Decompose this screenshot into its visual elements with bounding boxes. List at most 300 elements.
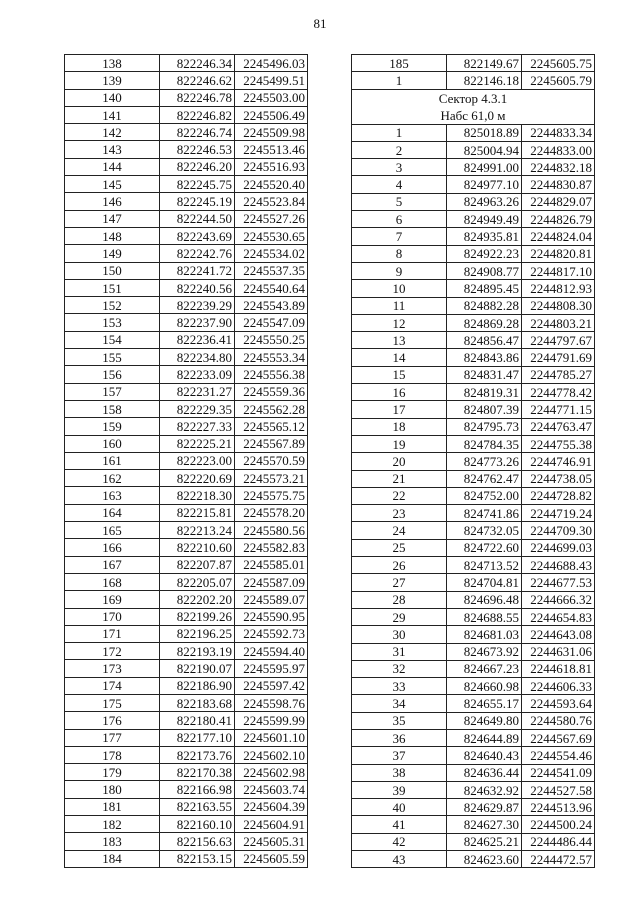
- sector-heading-row: [352, 89, 595, 124]
- table-row: [65, 55, 308, 72]
- point-number: 163: [65, 487, 160, 504]
- coordinate-x: 822207.87: [160, 556, 235, 573]
- coordinate-y: 2244785.27: [522, 366, 595, 383]
- coordinate-y: 2245503.00: [235, 89, 308, 106]
- point-number: 16: [352, 384, 447, 401]
- table-row: [352, 55, 595, 72]
- table-row: [65, 487, 308, 504]
- coordinate-y: 2245592.73: [235, 625, 308, 642]
- table-row: [352, 712, 595, 729]
- coordinate-x: 824660.98: [447, 678, 522, 695]
- coordinate-y: 2245547.09: [235, 314, 308, 331]
- point-number: 170: [65, 608, 160, 625]
- coordinate-y: 2244666.32: [522, 591, 595, 608]
- table-row: [65, 816, 308, 833]
- coordinate-y: 2245605.59: [235, 850, 308, 867]
- coordinate-y: 2245570.59: [235, 452, 308, 469]
- table-row: [65, 193, 308, 210]
- table-row: [65, 124, 308, 141]
- coordinate-x: 824784.35: [447, 435, 522, 452]
- point-number: 141: [65, 106, 160, 123]
- table-row: [352, 557, 595, 574]
- coordinate-x: 824623.60: [447, 851, 522, 868]
- table-row: [65, 383, 308, 400]
- coordinate-x: 822227.33: [160, 418, 235, 435]
- table-row: [352, 591, 595, 608]
- point-number: 27: [352, 574, 447, 591]
- coordinate-x: 824649.80: [447, 712, 522, 729]
- coordinate-x: 824991.00: [447, 159, 522, 176]
- table-row: [65, 539, 308, 556]
- table-row: [65, 643, 308, 660]
- point-number: 38: [352, 764, 447, 781]
- table-row: [352, 384, 595, 401]
- coordinate-x: 822199.26: [160, 608, 235, 625]
- coordinate-x: 824629.87: [447, 799, 522, 816]
- coordinate-x: 822243.69: [160, 227, 235, 244]
- coordinate-y: 2244791.69: [522, 349, 595, 366]
- point-number: 178: [65, 746, 160, 763]
- point-number: 156: [65, 366, 160, 383]
- coordinate-y: 2244755.38: [522, 435, 595, 452]
- coordinate-y: 2244829.07: [522, 193, 595, 210]
- coordinate-x: 824831.47: [447, 366, 522, 383]
- coordinate-y: 2245520.40: [235, 176, 308, 193]
- table-row: [65, 279, 308, 296]
- point-number: 161: [65, 452, 160, 469]
- left-table-body: [65, 55, 308, 868]
- table-row: [352, 349, 595, 366]
- table-row: [65, 522, 308, 539]
- coordinate-x: 822246.78: [160, 89, 235, 106]
- coordinate-y: 2245506.49: [235, 106, 308, 123]
- coordinate-y: 2245590.95: [235, 608, 308, 625]
- coordinate-x: 824681.03: [447, 626, 522, 643]
- table-row: [352, 332, 595, 349]
- coordinate-x: 822237.90: [160, 314, 235, 331]
- point-number: 18: [352, 418, 447, 435]
- coordinate-y: 2245580.56: [235, 522, 308, 539]
- coordinate-y: 2244728.82: [522, 487, 595, 504]
- point-number: 168: [65, 573, 160, 590]
- table-row: [352, 816, 595, 833]
- coordinate-x: 824949.49: [447, 211, 522, 228]
- point-number: 6: [352, 211, 447, 228]
- coordinate-y: 2245595.97: [235, 660, 308, 677]
- coordinate-x: 824704.81: [447, 574, 522, 591]
- coordinate-y: 2244833.34: [522, 124, 595, 141]
- coordinate-y: 2245543.89: [235, 297, 308, 314]
- coordinate-x: 824963.26: [447, 193, 522, 210]
- coordinate-y: 2245513.46: [235, 141, 308, 158]
- point-number: 23: [352, 505, 447, 522]
- coordinate-y: 2245582.83: [235, 539, 308, 556]
- table-row: [352, 124, 595, 141]
- coordinate-x: 822153.15: [160, 850, 235, 867]
- table-row: [352, 626, 595, 643]
- point-number: 21: [352, 470, 447, 487]
- coordinate-y: 2244677.53: [522, 574, 595, 591]
- coordinate-y: 2245604.39: [235, 798, 308, 815]
- coordinate-x: 824644.89: [447, 729, 522, 746]
- point-number: 20: [352, 453, 447, 470]
- point-number: 4: [352, 176, 447, 193]
- table-row: [65, 314, 308, 331]
- table-row: [352, 176, 595, 193]
- point-number: 182: [65, 816, 160, 833]
- table-row: [65, 850, 308, 867]
- coordinate-y: 2244826.79: [522, 211, 595, 228]
- table-row: [65, 470, 308, 487]
- table-row: [65, 245, 308, 262]
- coordinate-x: 824795.73: [447, 418, 522, 435]
- table-row: [65, 504, 308, 521]
- coordinate-y: 2245527.26: [235, 210, 308, 227]
- coordinate-x: 824882.28: [447, 297, 522, 314]
- point-number: 159: [65, 418, 160, 435]
- point-number: 154: [65, 331, 160, 348]
- coordinate-x: 824908.77: [447, 262, 522, 279]
- coordinate-y: 2245575.75: [235, 487, 308, 504]
- point-number: 1: [352, 72, 447, 89]
- coordinate-y: 2245523.84: [235, 193, 308, 210]
- point-number: 155: [65, 349, 160, 366]
- point-number: 146: [65, 193, 160, 210]
- point-number: 166: [65, 539, 160, 556]
- coordinate-y: 2245602.10: [235, 746, 308, 763]
- coordinate-y: 2244513.96: [522, 799, 595, 816]
- point-number: 22: [352, 487, 447, 504]
- table-row: [65, 418, 308, 435]
- table-row: [352, 522, 595, 539]
- sector-heading: [352, 89, 595, 124]
- coordinate-x: 822166.98: [160, 781, 235, 798]
- coordinate-y: 2245499.51: [235, 72, 308, 89]
- table-row: [65, 72, 308, 89]
- point-number: 143: [65, 141, 160, 158]
- coordinate-x: 822245.75: [160, 176, 235, 193]
- table-row: [65, 660, 308, 677]
- coordinate-x: 824819.31: [447, 384, 522, 401]
- coordinate-x: 824688.55: [447, 608, 522, 625]
- coordinate-y: 2244593.64: [522, 695, 595, 712]
- coordinate-y: 2244486.44: [522, 833, 595, 850]
- table-row: [65, 556, 308, 573]
- point-number: 174: [65, 677, 160, 694]
- point-number: 164: [65, 504, 160, 521]
- point-number: 152: [65, 297, 160, 314]
- point-number: 175: [65, 694, 160, 711]
- point-number: 183: [65, 833, 160, 850]
- table-row: [352, 297, 595, 314]
- table-row: [352, 574, 595, 591]
- coordinate-y: 2244654.83: [522, 608, 595, 625]
- point-number: 42: [352, 833, 447, 850]
- coordinate-x: 822239.29: [160, 297, 235, 314]
- coordinate-x: 822186.90: [160, 677, 235, 694]
- coordinate-x: 825004.94: [447, 141, 522, 158]
- point-number: 172: [65, 643, 160, 660]
- coordinate-y: 2244738.05: [522, 470, 595, 487]
- coordinate-x: 822170.38: [160, 764, 235, 781]
- point-number: 2: [352, 141, 447, 158]
- coordinate-y: 2245585.01: [235, 556, 308, 573]
- table-row: [65, 158, 308, 175]
- coordinate-x: 822218.30: [160, 487, 235, 504]
- point-number: 39: [352, 781, 447, 798]
- coordinate-y: 2245516.93: [235, 158, 308, 175]
- table-row: [65, 435, 308, 452]
- coordinate-x: 824807.39: [447, 401, 522, 418]
- point-number: 149: [65, 245, 160, 262]
- coordinate-x: 824627.30: [447, 816, 522, 833]
- coordinate-y: 2245556.38: [235, 366, 308, 383]
- coordinate-x: 822236.41: [160, 331, 235, 348]
- coordinate-y: 2245559.36: [235, 383, 308, 400]
- coordinate-y: 2244808.30: [522, 297, 595, 314]
- table-row: [352, 245, 595, 262]
- coordinate-x: 822220.69: [160, 470, 235, 487]
- point-number: 160: [65, 435, 160, 452]
- coordinate-x: 824722.60: [447, 539, 522, 556]
- table-row: [352, 851, 595, 868]
- coordinate-x: 824843.86: [447, 349, 522, 366]
- point-number: 7: [352, 228, 447, 245]
- table-row: [65, 349, 308, 366]
- coordinate-x: 822160.10: [160, 816, 235, 833]
- table-row: [352, 366, 595, 383]
- table-row: [65, 608, 308, 625]
- coordinate-y: 2245605.31: [235, 833, 308, 850]
- coordinate-y: 2245594.40: [235, 643, 308, 660]
- table-row: [352, 781, 595, 798]
- coordinate-y: 2245597.42: [235, 677, 308, 694]
- point-number: 33: [352, 678, 447, 695]
- coordinate-y: 2244824.04: [522, 228, 595, 245]
- coordinate-x: 824977.10: [447, 176, 522, 193]
- table-row: [65, 625, 308, 642]
- coordinate-x: 822202.20: [160, 591, 235, 608]
- table-row: [65, 677, 308, 694]
- coordinate-x: 822241.72: [160, 262, 235, 279]
- coordinate-y: 2244554.46: [522, 747, 595, 764]
- coordinate-x: 824895.45: [447, 280, 522, 297]
- coordinate-y: 2245603.74: [235, 781, 308, 798]
- coordinate-x: 822246.82: [160, 106, 235, 123]
- coordinate-y: 2244709.30: [522, 522, 595, 539]
- point-number: 12: [352, 314, 447, 331]
- coordinate-x: 824869.28: [447, 314, 522, 331]
- coordinate-y: 2244541.09: [522, 764, 595, 781]
- coordinate-y: 2244778.42: [522, 384, 595, 401]
- coordinate-x: 824922.23: [447, 245, 522, 262]
- table-row: [352, 678, 595, 695]
- coordinate-y: 2244699.03: [522, 539, 595, 556]
- table-row: [65, 262, 308, 279]
- point-number: 3: [352, 159, 447, 176]
- coordinate-x: 825018.89: [447, 124, 522, 141]
- table-row: [65, 746, 308, 763]
- point-number: 162: [65, 470, 160, 487]
- coordinate-y: 2244763.47: [522, 418, 595, 435]
- coordinate-y: 2244746.91: [522, 453, 595, 470]
- point-number: 151: [65, 279, 160, 296]
- table-row: [352, 280, 595, 297]
- coordinate-x: 822193.19: [160, 643, 235, 660]
- coordinate-y: 2244832.18: [522, 159, 595, 176]
- point-number: 138: [65, 55, 160, 72]
- table-row: [65, 106, 308, 123]
- coordinate-x: 822246.53: [160, 141, 235, 158]
- coordinate-y: 2244719.24: [522, 505, 595, 522]
- point-number: 157: [65, 383, 160, 400]
- coordinate-y: 2245550.25: [235, 331, 308, 348]
- table-row: [352, 505, 595, 522]
- coordinate-y: 2244833.00: [522, 141, 595, 158]
- right-table-body: [352, 55, 595, 868]
- table-row: [352, 660, 595, 677]
- coordinate-x: 822234.80: [160, 349, 235, 366]
- coordinate-x: 824935.81: [447, 228, 522, 245]
- coordinate-x: 822196.25: [160, 625, 235, 642]
- point-number: 5: [352, 193, 447, 210]
- table-row: [352, 435, 595, 452]
- coordinate-x: 822244.50: [160, 210, 235, 227]
- table-row: [65, 729, 308, 746]
- point-number: 176: [65, 712, 160, 729]
- point-number: 28: [352, 591, 447, 608]
- point-number: 169: [65, 591, 160, 608]
- table-row: [65, 331, 308, 348]
- coordinate-x: 822246.62: [160, 72, 235, 89]
- point-number: 177: [65, 729, 160, 746]
- table-row: [352, 159, 595, 176]
- coordinate-y: 2244500.24: [522, 816, 595, 833]
- coordinate-y: 2245578.20: [235, 504, 308, 521]
- coordinate-y: 2245589.07: [235, 591, 308, 608]
- table-row: [352, 470, 595, 487]
- coordinate-x: 824640.43: [447, 747, 522, 764]
- coordinate-y: 2244618.81: [522, 660, 595, 677]
- point-number: 179: [65, 764, 160, 781]
- table-row: [65, 712, 308, 729]
- coordinate-y: 2244830.87: [522, 176, 595, 193]
- table-row: [65, 833, 308, 850]
- coordinate-y: 2244631.06: [522, 643, 595, 660]
- coordinate-y: 2244771.15: [522, 401, 595, 418]
- sector-title: Сектор 4.3.1: [438, 90, 508, 106]
- point-number: 153: [65, 314, 160, 331]
- coordinate-x: 822242.76: [160, 245, 235, 262]
- table-row: [352, 401, 595, 418]
- point-number: 139: [65, 72, 160, 89]
- coordinate-x: 822240.56: [160, 279, 235, 296]
- coordinate-x: 822149.67: [447, 55, 522, 72]
- point-number: 171: [65, 625, 160, 642]
- coordinate-x: 824856.47: [447, 332, 522, 349]
- coordinate-y: 2245565.12: [235, 418, 308, 435]
- table-row: [352, 764, 595, 781]
- point-number: 36: [352, 729, 447, 746]
- point-number: 15: [352, 366, 447, 383]
- coordinate-x: 824696.48: [447, 591, 522, 608]
- coordinate-x: 822190.07: [160, 660, 235, 677]
- table-row: [65, 176, 308, 193]
- table-row: [352, 453, 595, 470]
- coordinate-x: 824636.44: [447, 764, 522, 781]
- coordinate-x: 822173.76: [160, 746, 235, 763]
- coordinate-x: 824713.52: [447, 557, 522, 574]
- table-row: [65, 452, 308, 469]
- table-row: [65, 764, 308, 781]
- coordinate-y: 2245573.21: [235, 470, 308, 487]
- point-number: 165: [65, 522, 160, 539]
- point-number: 150: [65, 262, 160, 279]
- point-number: 185: [352, 55, 447, 72]
- coordinate-y: 2244472.57: [522, 851, 595, 868]
- coordinate-x: 822233.09: [160, 366, 235, 383]
- table-row: [352, 695, 595, 712]
- table-row: [65, 573, 308, 590]
- left-coordinates-table: [64, 54, 308, 868]
- table-row: [352, 314, 595, 331]
- coordinate-x: 822163.55: [160, 798, 235, 815]
- coordinate-x: 822146.18: [447, 72, 522, 89]
- coordinate-y: 2245602.98: [235, 764, 308, 781]
- table-row: [352, 418, 595, 435]
- table-row: [352, 747, 595, 764]
- coordinate-x: 824667.23: [447, 660, 522, 677]
- coordinate-x: 822231.27: [160, 383, 235, 400]
- coordinate-x: 822180.41: [160, 712, 235, 729]
- coordinate-y: 2245537.35: [235, 262, 308, 279]
- coordinate-y: 2244606.33: [522, 678, 595, 695]
- point-number: 43: [352, 851, 447, 868]
- point-number: 17: [352, 401, 447, 418]
- table-row: [352, 211, 595, 228]
- table-row: [65, 798, 308, 815]
- point-number: 13: [352, 332, 447, 349]
- coordinate-y: 2244527.58: [522, 781, 595, 798]
- point-number: 41: [352, 816, 447, 833]
- point-number: 8: [352, 245, 447, 262]
- coordinate-y: 2245605.75: [522, 55, 595, 72]
- table-row: [65, 366, 308, 383]
- coordinate-y: 2244567.69: [522, 729, 595, 746]
- coordinate-x: 822213.24: [160, 522, 235, 539]
- coordinate-x: 822210.60: [160, 539, 235, 556]
- page-number: 81: [313, 16, 327, 31]
- coordinate-y: 2245534.02: [235, 245, 308, 262]
- coordinate-x: 822246.34: [160, 55, 235, 72]
- table-row: [352, 72, 595, 89]
- point-number: 140: [65, 89, 160, 106]
- table-row: [352, 643, 595, 660]
- point-number: 167: [65, 556, 160, 573]
- coordinate-y: 2244803.21: [522, 314, 595, 331]
- table-row: [65, 400, 308, 417]
- table-row: [352, 487, 595, 504]
- table-row: [352, 729, 595, 746]
- coordinate-y: 2245553.34: [235, 349, 308, 366]
- coordinate-y: 2244688.43: [522, 557, 595, 574]
- coordinate-y: 2244643.08: [522, 626, 595, 643]
- point-number: 11: [352, 297, 447, 314]
- coordinate-x: 824673.92: [447, 643, 522, 660]
- point-number: 31: [352, 643, 447, 660]
- table-row: [65, 694, 308, 711]
- coordinate-y: 2245604.91: [235, 816, 308, 833]
